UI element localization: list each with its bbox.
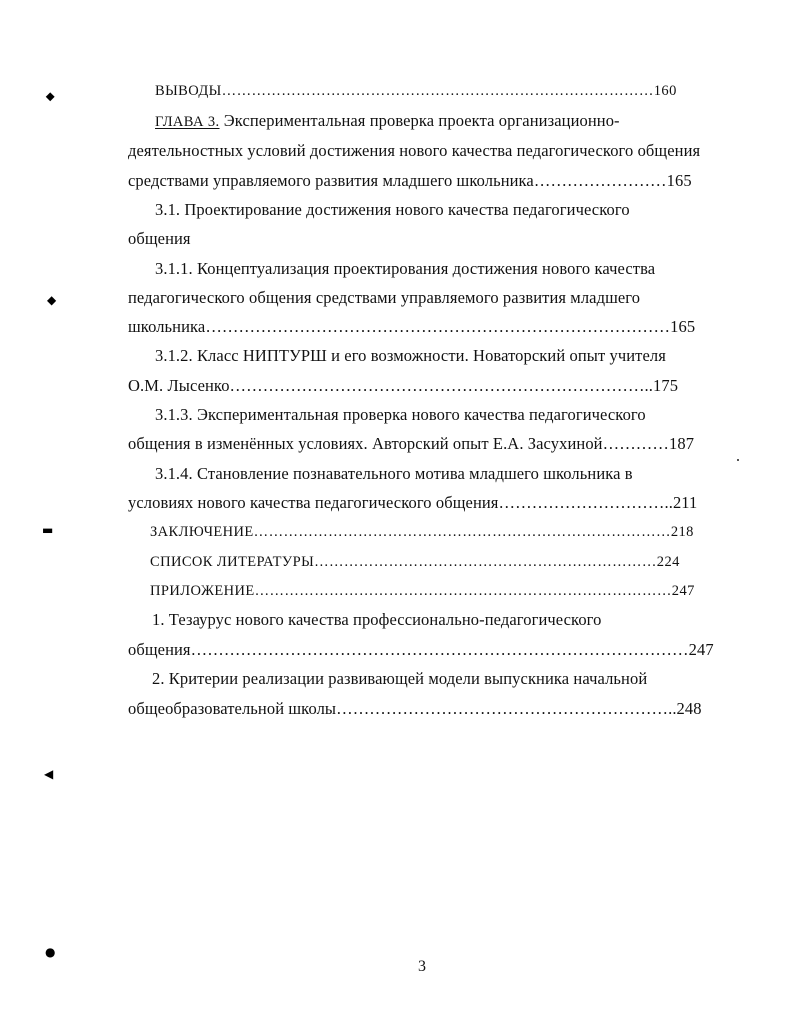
binding-mark-3: ▬ — [42, 523, 54, 537]
toc-conclusion: ЗАКЛЮЧЕНИЕ…………………………………………………………………………218 — [150, 524, 694, 540]
toc-section-3-1: 3.1. Проектирование достижения нового качества педагогического — [155, 200, 630, 219]
toc-section-3-1-4-line2: условиях нового качества педагогического общения…………………………..211 — [128, 493, 698, 512]
page-number: 3 — [418, 958, 426, 975]
toc-appendix-2: 2. Критерии реализации развивающей модели выпускника начальной — [152, 669, 648, 688]
binding-mark-4: ◀ — [44, 767, 54, 781]
binding-mark-2: ◆ — [47, 293, 57, 307]
binding-mark-5: ● — [45, 945, 56, 959]
toc-section-3-1-2: 3.1.2. Класс НИПТУРШ и его возможности. Новаторский опыт учителя — [155, 346, 666, 365]
toc-chapter3 — [155, 110, 620, 133]
toc-appendix-1-line2: общения………………………………………………………………………………247 — [128, 640, 714, 659]
toc-section-3-1-1-line2: педагогического общения средствами управляемого развития младшего — [128, 288, 641, 307]
chapter3-label: ГЛАВА 3. — [155, 114, 220, 130]
toc-section-3-1-3-line2: общения в изменённых условиях. Авторский опыт Е.А. Засухиной…………187 — [128, 434, 695, 453]
toc-bibliography: СПИСОК ЛИТЕРАТУРЫ……………………………………………………………224 — [150, 554, 680, 570]
toc-appendix: ПРИЛОЖЕНИЕ…………………………………………………………………………247 — [150, 583, 695, 599]
toc-section-3-1-2-line2: О.М. Лысенко…………………………………………………………………..175 — [128, 376, 679, 395]
toc-chapter3-line3: средствами управляемого развития младшего школьника……………………165 — [128, 171, 692, 190]
toc-section-3-1-3: 3.1.3. Экспериментальная проверка нового качества педагогического — [155, 405, 646, 424]
toc-section-3-1-1: 3.1.1. Концептуализация проектирования достижения нового качества — [155, 259, 656, 278]
toc-section-3-1-4: 3.1.4. Становление познавательного мотива младшего школьника в — [155, 464, 633, 483]
toc-appendix-1: 1. Тезаурус нового качества профессионально-педагогического — [152, 610, 602, 629]
binding-mark-1: ⬥ — [46, 89, 55, 103]
toc-section-3-1-line2: общения — [128, 229, 191, 248]
toc-conclusions: ВЫВОДЫ……………………………………………………………………………160 — [155, 83, 677, 99]
toc-appendix-2-line2: общеобразовательной школы……………………………………………………..248 — [128, 699, 702, 718]
toc-chapter3-line2: деятельностных условий достижения нового качества педагогического общения — [128, 141, 701, 160]
toc-section-3-1-1-line3: школьника…………………………………………………………………………165 — [128, 317, 696, 336]
chapter3-title-line1: Экспериментальная проверка проекта организационно- — [219, 111, 620, 130]
scan-speck — [737, 459, 739, 461]
